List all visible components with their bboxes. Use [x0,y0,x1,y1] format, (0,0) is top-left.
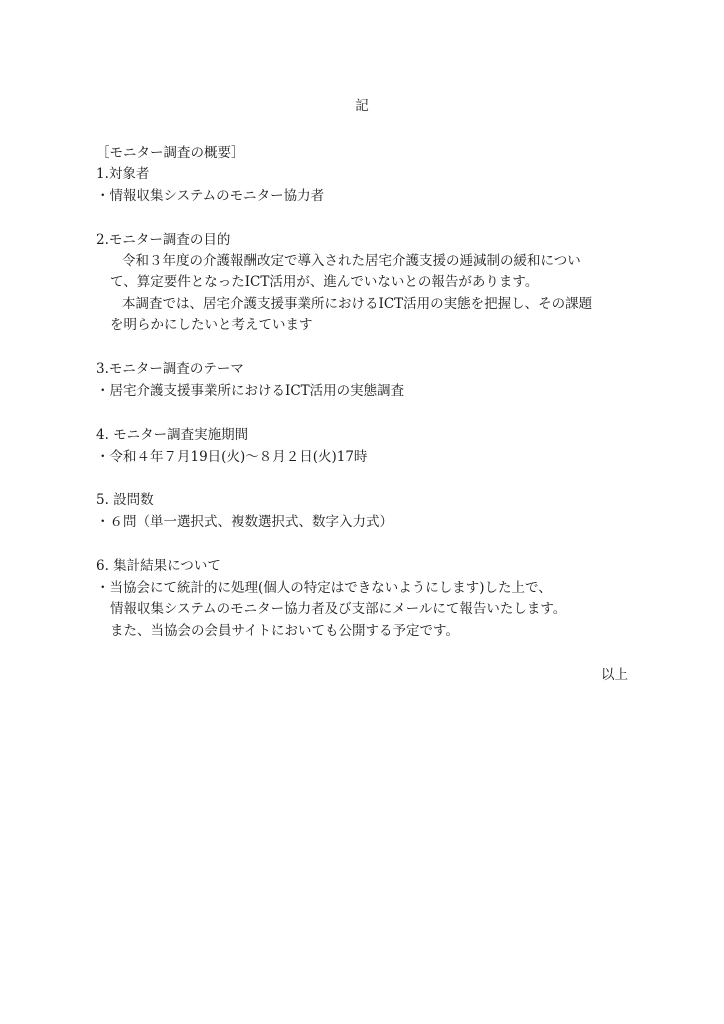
section-results-line1: ・当協会にて統計的に処理(個人の特定はできないようにします)した上で、 [96,580,552,596]
section-results-line3: また、当協会の会員サイトにおいても公開する予定です。 [110,623,459,639]
section-target-item: ・情報収集システムのモニター協力者 [96,188,325,204]
section-purpose-p1-l2: て、算定要件となったICT活用が、進んでいないとの報告があります。 [110,274,539,290]
overview-label: ［モニター調査の概要］ [96,145,245,161]
heading-ki: 記 [355,98,369,114]
section-purpose-p2-l2: を明らかにしたいと考えています [110,317,313,333]
section-purpose-p1-l1: 令和３年度の介護報酬改定で導入された居宅介護支援の逓減制の緩和につい [122,253,581,269]
section-results-line2: 情報収集システムのモニター協力者及び支部にメールにて報告いたします。 [110,601,567,617]
section-questions-item: ・６問（単一選択式、複数選択式、数字入力式） [96,514,393,530]
section-theme-item: ・居宅介護支援事業所におけるICT活用の実態調査 [96,383,405,399]
section-questions-title: 5. 設問数 [96,492,154,508]
section-period-title: 4. モニター調査実施期間 [96,427,249,443]
closing-ijou: 以上 [601,667,628,683]
section-results-title: 6. 集計結果について [96,558,221,574]
section-purpose-title: 2.モニター調査の目的 [96,232,231,248]
section-purpose-p2-l1: 本調査では、居宅介護支援事業所におけるICT活用の実態を把握し、その課題 [122,296,593,312]
section-theme-title: 3.モニター調査のテーマ [96,361,244,377]
section-target-title: 1.対象者 [96,166,150,182]
section-period-item: ・令和４年７月19日(火)～８月２日(火)17時 [96,449,368,465]
